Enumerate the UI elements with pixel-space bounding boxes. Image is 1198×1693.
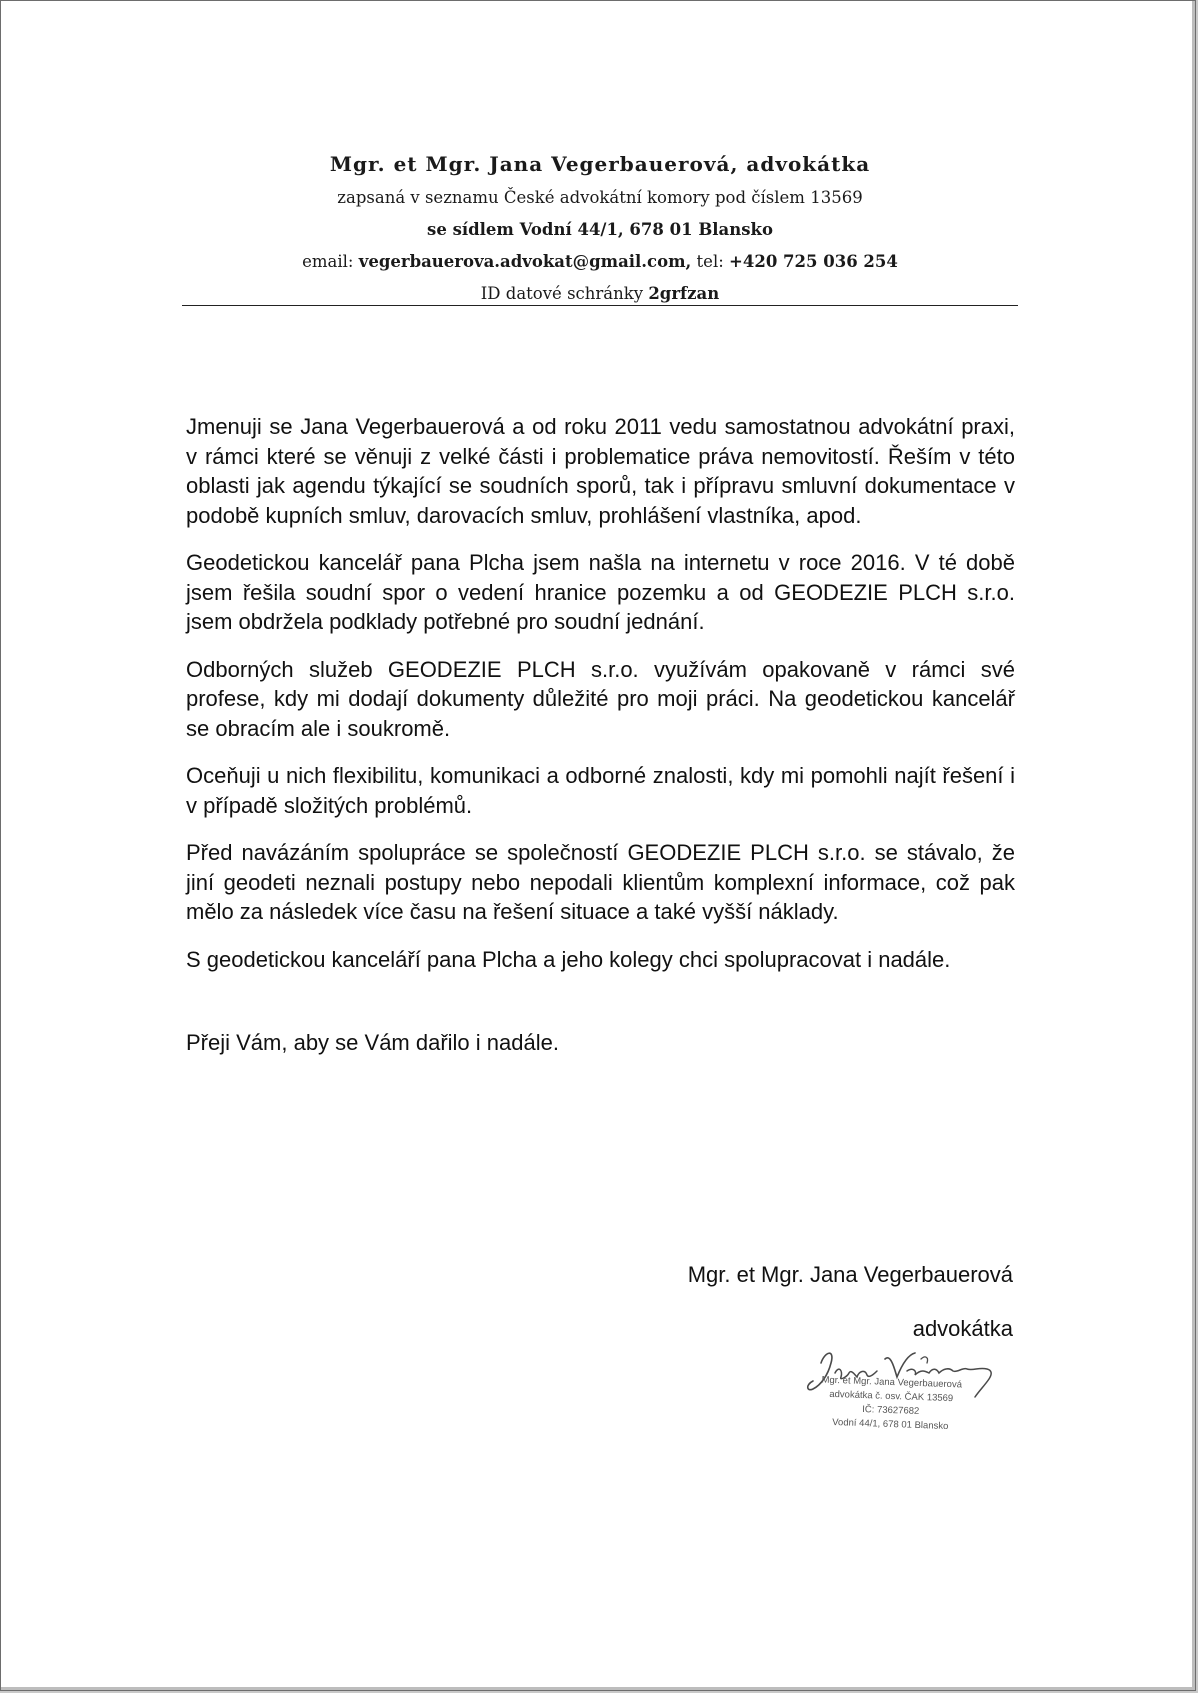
email-label: email: <box>302 252 354 271</box>
email-value: vegerbauerova.advokat@gmail.com, <box>358 252 692 271</box>
paragraph-5: Před navázáním spolupráce se společností GEODEZIE PLCH s.r.o. se stávalo, že jiní geodeti neznali postupy nebo nepodali klientům komplexní informace, což pak mělo za následek více času na řešení situace a také vyšší náklady. <box>186 840 1015 924</box>
signature-block <box>688 1260 1013 1343</box>
letterhead-name: Mgr. et Mgr. Jana Vegerbauerová, advokátka <box>329 152 871 176</box>
paragraph-6: S geodetickou kanceláří pana Plcha a jeho kolegy chci spolupracovat i nadále. <box>186 946 951 972</box>
databox-value: 2grfzan <box>648 284 720 303</box>
databox-label: ID datové schránky <box>480 284 644 303</box>
paragraph-4: Oceňuji u nich flexibilitu, komunikaci a odborné znalosti, kdy mi pomohli najít řešení i v případě složitých problémů. <box>186 763 1015 818</box>
signature-stamp <box>791 1341 1011 1453</box>
paragraph-2: Geodetickou kancelář pana Plcha jsem našla na internetu v roce 2016. V té době jsem řešila soudní spor o vedení hranice pozemku a od GEODEZIE PLCH s.r.o. jsem obdržela podklady potřebné pro soudní jednání. <box>186 550 1015 634</box>
stamp-line: advokátka č. osv. ČAK 13569 <box>829 1388 954 1405</box>
letter-body <box>186 412 1015 1076</box>
stamp-text <box>810 1373 972 1435</box>
tel-label: tel: <box>696 252 724 271</box>
stamp-line: Vodní 44/1, 678 01 Blansko <box>832 1416 949 1433</box>
signatory-name: Mgr. et Mgr. Jana Vegerbauerová <box>687 1262 1013 1287</box>
letterhead-registration: zapsaná v seznamu České advokátní komory pod číslem 13569 <box>337 188 863 207</box>
letterhead <box>182 146 1018 310</box>
signatory-title: advokátka <box>912 1316 1013 1341</box>
tel-value: +420 725 036 254 <box>729 252 898 271</box>
paragraph-1: Jmenuji se Jana Vegerbauerová a od roku 2011 vedu samostatnou advokátní praxi, v rámci které se věnuji z velké části i problematice práva nemovitostí. Řeším v této oblasti jak agendu týkající se soudních sporů, tak i přípravu smluvní dokumentace v podobě kupních smluv, darovacích smluv, prohlášení vlastníka, apod. <box>186 414 1015 528</box>
stamp-line: Mgr. et Mgr. Jana Vegerbauerová <box>821 1374 963 1391</box>
letterhead-divider <box>182 305 1018 306</box>
letterhead-contact <box>182 246 1018 278</box>
letterhead-seat: se sídlem Vodní 44/1, 678 01 Blansko <box>427 220 773 239</box>
closing-line: Přeji Vám, aby se Vám dařilo i nadále. <box>186 1030 559 1055</box>
paragraph-3: Odborných služeb GEODEZIE PLCH s.r.o. využívám opakovaně v rámci své profese, kdy mi dodají dokumenty důležité pro moji práci. Na geodetickou kancelář se obracím ale i soukromě. <box>186 656 1015 741</box>
stamp-line: IČ: 73627682 <box>862 1404 920 1417</box>
